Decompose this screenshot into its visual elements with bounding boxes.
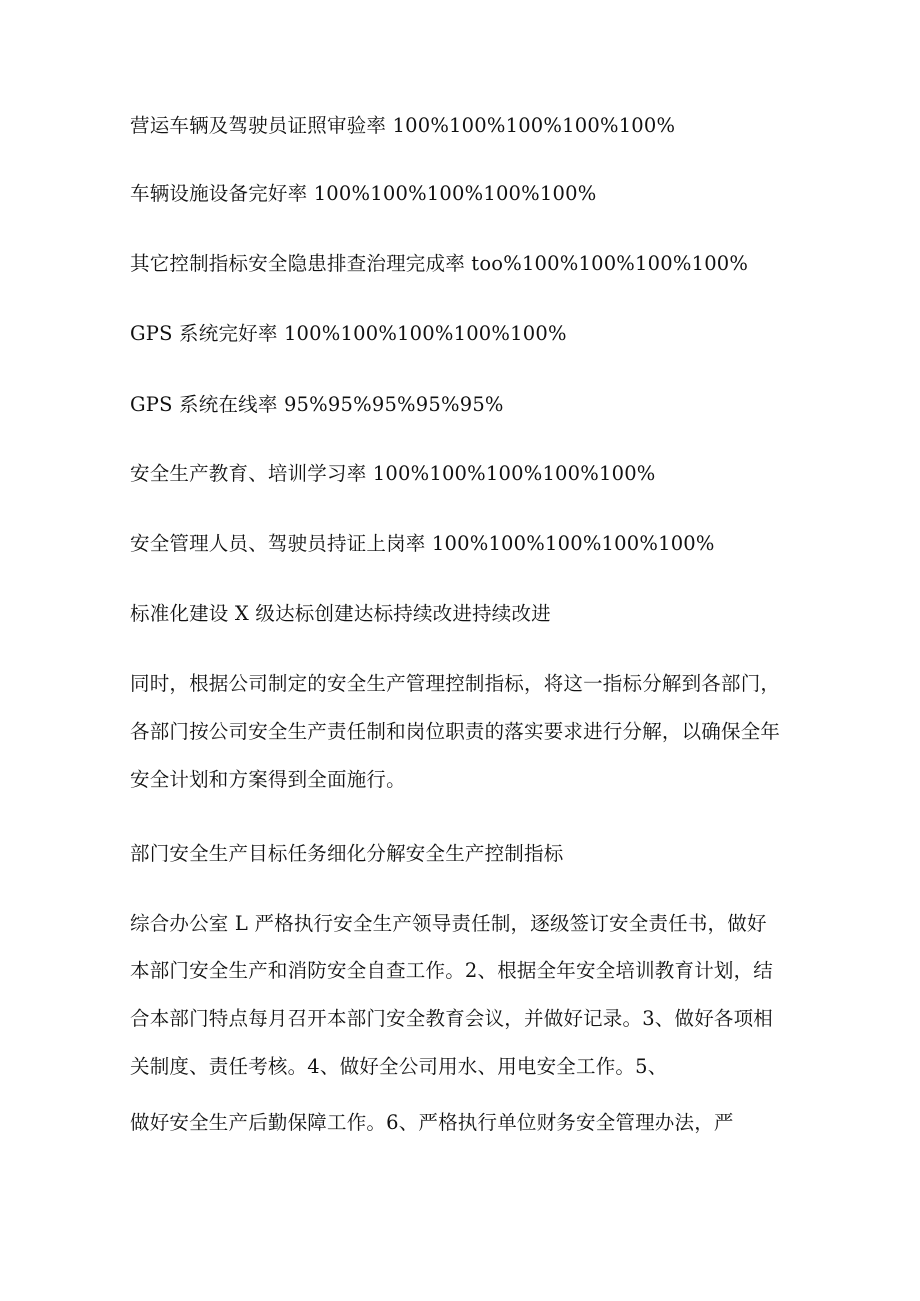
- paragraph-1-line-1: 同时，根据公司制定的安全生产管理控制指标，将这一指标分解到各部门，: [130, 672, 781, 695]
- indicator-line-gps-intact-rate: GPS 系统完好率 100%100%100%100%100%: [130, 322, 567, 345]
- paragraph-3-line-1: 做好安全生产后勤保障工作。6、严格执行单位财务安全管理办法，严: [130, 1111, 734, 1134]
- paragraph-1-line-3: 安全计划和方案得到全面施行。: [130, 768, 406, 791]
- paragraph-2-line-4: 关制度、责任考核。4、做好全公司用水、用电安全工作。5、: [130, 1055, 668, 1078]
- indicator-line-training-rate: 安全生产教育、培训学习率 100%100%100%100%100%: [130, 462, 656, 485]
- paragraph-2-line-3: 合本部门特点每月召开本部门安全教育会议，并做好记录。3、做好各项相: [130, 1007, 774, 1030]
- indicator-line-license-audit-rate: 营运车辆及驾驶员证照审验率 100%100%100%100%100%: [130, 114, 676, 137]
- indicator-line-hazard-remediation-rate: 其它控制指标安全隐患排查治理完成率 too%100%100%100%100%: [130, 252, 749, 275]
- indicator-line-gps-online-rate: GPS 系统在线率 95%95%95%95%95%: [130, 393, 504, 416]
- indicator-line-standardization: 标准化建设 X 级达标创建达标持续改进持续改进: [130, 602, 551, 625]
- paragraph-1-line-2: 各部门按公司安全生产责任制和岗位职责的落实要求进行分解，以确保全年: [130, 720, 781, 743]
- section-heading: 部门安全生产目标任务细化分解安全生产控制指标: [130, 842, 564, 865]
- indicator-line-certified-staff-rate: 安全管理人员、驾驶员持证上岗率 100%100%100%100%100%: [130, 532, 715, 555]
- paragraph-2-line-2: 本部门安全生产和消防安全自查工作。2、根据全年安全培训教育计划，结: [130, 959, 774, 982]
- paragraph-2-line-1: 综合办公室 L 严格执行安全生产领导责任制，逐级签订安全责任书，做好: [130, 912, 767, 935]
- indicator-line-equipment-intact-rate: 车辆设施设备完好率 100%100%100%100%100%: [130, 182, 597, 205]
